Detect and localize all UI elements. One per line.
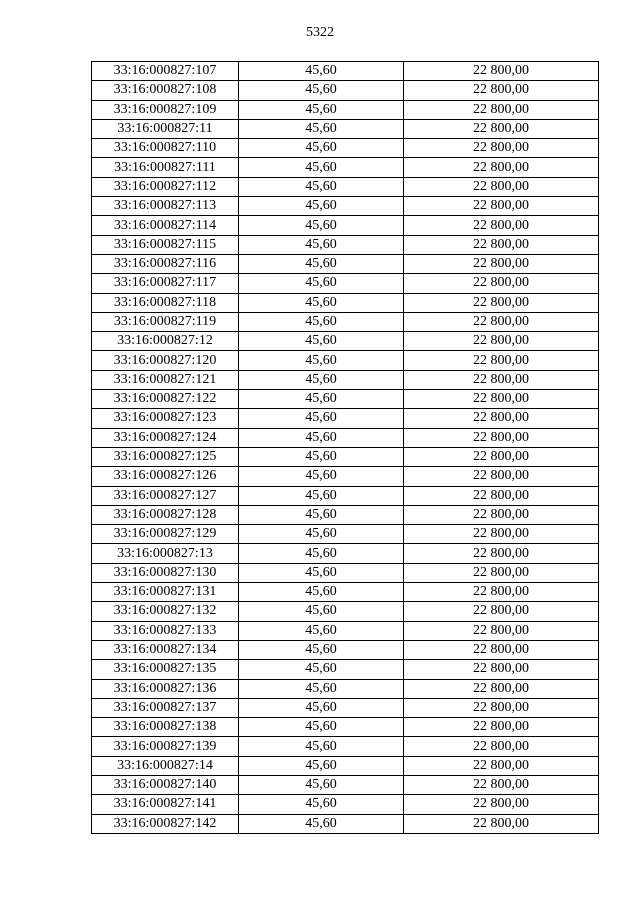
table-row xyxy=(92,814,599,833)
area-cell: 45,60 xyxy=(239,467,404,486)
value-cell: 22 800,00 xyxy=(404,100,599,119)
cadastral-number-cell: 33:16:000827:125 xyxy=(92,447,239,466)
table-row xyxy=(92,486,599,505)
value-cell: 22 800,00 xyxy=(404,660,599,679)
area-cell: 45,60 xyxy=(239,447,404,466)
cadastral-number-cell: 33:16:000827:134 xyxy=(92,640,239,659)
value-cell: 22 800,00 xyxy=(404,62,599,81)
cadastral-number-cell: 33:16:000827:128 xyxy=(92,505,239,524)
cadastral-number-cell: 33:16:000827:109 xyxy=(92,100,239,119)
area-cell: 45,60 xyxy=(239,370,404,389)
table-row xyxy=(92,737,599,756)
area-cell: 45,60 xyxy=(239,525,404,544)
table-row xyxy=(92,698,599,717)
area-cell: 45,60 xyxy=(239,119,404,138)
cadastral-number-cell: 33:16:000827:136 xyxy=(92,679,239,698)
cadastral-number-cell: 33:16:000827:11 xyxy=(92,119,239,138)
value-cell: 22 800,00 xyxy=(404,390,599,409)
area-cell: 45,60 xyxy=(239,293,404,312)
value-cell: 22 800,00 xyxy=(404,486,599,505)
area-cell: 45,60 xyxy=(239,679,404,698)
area-cell: 45,60 xyxy=(239,197,404,216)
table-row xyxy=(92,312,599,331)
area-cell: 45,60 xyxy=(239,775,404,794)
cadastral-number-cell: 33:16:000827:126 xyxy=(92,467,239,486)
cadastral-number-cell: 33:16:000827:14 xyxy=(92,756,239,775)
cadastral-number-cell: 33:16:000827:141 xyxy=(92,795,239,814)
registry-table xyxy=(91,61,599,834)
cadastral-number-cell: 33:16:000827:131 xyxy=(92,583,239,602)
table-row xyxy=(92,660,599,679)
cadastral-number-cell: 33:16:000827:124 xyxy=(92,428,239,447)
cadastral-number-cell: 33:16:000827:132 xyxy=(92,602,239,621)
table-row xyxy=(92,390,599,409)
table-row xyxy=(92,235,599,254)
cadastral-number-cell: 33:16:000827:113 xyxy=(92,197,239,216)
cadastral-number-cell: 33:16:000827:123 xyxy=(92,409,239,428)
area-cell: 45,60 xyxy=(239,718,404,737)
table-row xyxy=(92,505,599,524)
cadastral-number-cell: 33:16:000827:140 xyxy=(92,775,239,794)
cadastral-number-cell: 33:16:000827:112 xyxy=(92,177,239,196)
cadastral-number-cell: 33:16:000827:114 xyxy=(92,216,239,235)
registry-table-body xyxy=(92,62,599,834)
value-cell: 22 800,00 xyxy=(404,312,599,331)
value-cell: 22 800,00 xyxy=(404,447,599,466)
area-cell: 45,60 xyxy=(239,737,404,756)
table-row xyxy=(92,119,599,138)
cadastral-number-cell: 33:16:000827:107 xyxy=(92,62,239,81)
table-row xyxy=(92,679,599,698)
value-cell: 22 800,00 xyxy=(404,254,599,273)
value-cell: 22 800,00 xyxy=(404,216,599,235)
area-cell: 45,60 xyxy=(239,177,404,196)
area-cell: 45,60 xyxy=(239,563,404,582)
table-row xyxy=(92,293,599,312)
value-cell: 22 800,00 xyxy=(404,814,599,833)
value-cell: 22 800,00 xyxy=(404,505,599,524)
value-cell: 22 800,00 xyxy=(404,737,599,756)
value-cell: 22 800,00 xyxy=(404,467,599,486)
value-cell: 22 800,00 xyxy=(404,139,599,158)
cadastral-number-cell: 33:16:000827:110 xyxy=(92,139,239,158)
cadastral-number-cell: 33:16:000827:115 xyxy=(92,235,239,254)
cadastral-number-cell: 33:16:000827:137 xyxy=(92,698,239,717)
cadastral-number-cell: 33:16:000827:108 xyxy=(92,81,239,100)
value-cell: 22 800,00 xyxy=(404,409,599,428)
value-cell: 22 800,00 xyxy=(404,235,599,254)
area-cell: 45,60 xyxy=(239,428,404,447)
cadastral-number-cell: 33:16:000827:111 xyxy=(92,158,239,177)
cadastral-number-cell: 33:16:000827:119 xyxy=(92,312,239,331)
value-cell: 22 800,00 xyxy=(404,679,599,698)
value-cell: 22 800,00 xyxy=(404,544,599,563)
area-cell: 45,60 xyxy=(239,312,404,331)
table-row xyxy=(92,795,599,814)
cadastral-number-cell: 33:16:000827:130 xyxy=(92,563,239,582)
cadastral-number-cell: 33:16:000827:127 xyxy=(92,486,239,505)
cadastral-number-cell: 33:16:000827:12 xyxy=(92,332,239,351)
value-cell: 22 800,00 xyxy=(404,718,599,737)
area-cell: 45,60 xyxy=(239,640,404,659)
value-cell: 22 800,00 xyxy=(404,640,599,659)
table-row xyxy=(92,467,599,486)
cadastral-number-cell: 33:16:000827:118 xyxy=(92,293,239,312)
area-cell: 45,60 xyxy=(239,814,404,833)
table-row xyxy=(92,351,599,370)
table-row xyxy=(92,640,599,659)
table-row xyxy=(92,81,599,100)
area-cell: 45,60 xyxy=(239,756,404,775)
area-cell: 45,60 xyxy=(239,505,404,524)
table-row xyxy=(92,216,599,235)
table-row xyxy=(92,583,599,602)
area-cell: 45,60 xyxy=(239,274,404,293)
area-cell: 45,60 xyxy=(239,235,404,254)
value-cell: 22 800,00 xyxy=(404,698,599,717)
cadastral-number-cell: 33:16:000827:121 xyxy=(92,370,239,389)
table-row xyxy=(92,718,599,737)
page-number: 5322 xyxy=(306,25,334,40)
table-row xyxy=(92,158,599,177)
value-cell: 22 800,00 xyxy=(404,351,599,370)
table-row xyxy=(92,197,599,216)
table-row xyxy=(92,62,599,81)
table-row xyxy=(92,370,599,389)
table-row xyxy=(92,602,599,621)
value-cell: 22 800,00 xyxy=(404,81,599,100)
value-cell: 22 800,00 xyxy=(404,158,599,177)
value-cell: 22 800,00 xyxy=(404,775,599,794)
value-cell: 22 800,00 xyxy=(404,563,599,582)
value-cell: 22 800,00 xyxy=(404,428,599,447)
cadastral-number-cell: 33:16:000827:142 xyxy=(92,814,239,833)
cadastral-number-cell: 33:16:000827:13 xyxy=(92,544,239,563)
value-cell: 22 800,00 xyxy=(404,119,599,138)
cadastral-number-cell: 33:16:000827:120 xyxy=(92,351,239,370)
value-cell: 22 800,00 xyxy=(404,795,599,814)
area-cell: 45,60 xyxy=(239,583,404,602)
table-row xyxy=(92,544,599,563)
value-cell: 22 800,00 xyxy=(404,583,599,602)
cadastral-number-cell: 33:16:000827:138 xyxy=(92,718,239,737)
cadastral-number-cell: 33:16:000827:139 xyxy=(92,737,239,756)
value-cell: 22 800,00 xyxy=(404,177,599,196)
area-cell: 45,60 xyxy=(239,660,404,679)
table-row xyxy=(92,177,599,196)
table-row xyxy=(92,563,599,582)
area-cell: 45,60 xyxy=(239,81,404,100)
table-row xyxy=(92,621,599,640)
value-cell: 22 800,00 xyxy=(404,197,599,216)
value-cell: 22 800,00 xyxy=(404,274,599,293)
value-cell: 22 800,00 xyxy=(404,756,599,775)
table-row xyxy=(92,100,599,119)
area-cell: 45,60 xyxy=(239,390,404,409)
area-cell: 45,60 xyxy=(239,409,404,428)
area-cell: 45,60 xyxy=(239,254,404,273)
table-row xyxy=(92,447,599,466)
area-cell: 45,60 xyxy=(239,158,404,177)
table-row xyxy=(92,525,599,544)
value-cell: 22 800,00 xyxy=(404,293,599,312)
table-row xyxy=(92,775,599,794)
area-cell: 45,60 xyxy=(239,139,404,158)
area-cell: 45,60 xyxy=(239,795,404,814)
value-cell: 22 800,00 xyxy=(404,332,599,351)
value-cell: 22 800,00 xyxy=(404,621,599,640)
value-cell: 22 800,00 xyxy=(404,602,599,621)
area-cell: 45,60 xyxy=(239,698,404,717)
table-row xyxy=(92,428,599,447)
cadastral-number-cell: 33:16:000827:129 xyxy=(92,525,239,544)
table-row xyxy=(92,139,599,158)
table-row xyxy=(92,409,599,428)
area-cell: 45,60 xyxy=(239,62,404,81)
area-cell: 45,60 xyxy=(239,351,404,370)
table-row xyxy=(92,332,599,351)
area-cell: 45,60 xyxy=(239,621,404,640)
table-row xyxy=(92,254,599,273)
area-cell: 45,60 xyxy=(239,100,404,119)
cadastral-number-cell: 33:16:000827:116 xyxy=(92,254,239,273)
cadastral-number-cell: 33:16:000827:122 xyxy=(92,390,239,409)
area-cell: 45,60 xyxy=(239,544,404,563)
value-cell: 22 800,00 xyxy=(404,525,599,544)
cadastral-number-cell: 33:16:000827:135 xyxy=(92,660,239,679)
cadastral-number-cell: 33:16:000827:117 xyxy=(92,274,239,293)
cadastral-number-cell: 33:16:000827:133 xyxy=(92,621,239,640)
area-cell: 45,60 xyxy=(239,602,404,621)
table-row xyxy=(92,756,599,775)
area-cell: 45,60 xyxy=(239,216,404,235)
table-row xyxy=(92,274,599,293)
area-cell: 45,60 xyxy=(239,486,404,505)
area-cell: 45,60 xyxy=(239,332,404,351)
value-cell: 22 800,00 xyxy=(404,370,599,389)
